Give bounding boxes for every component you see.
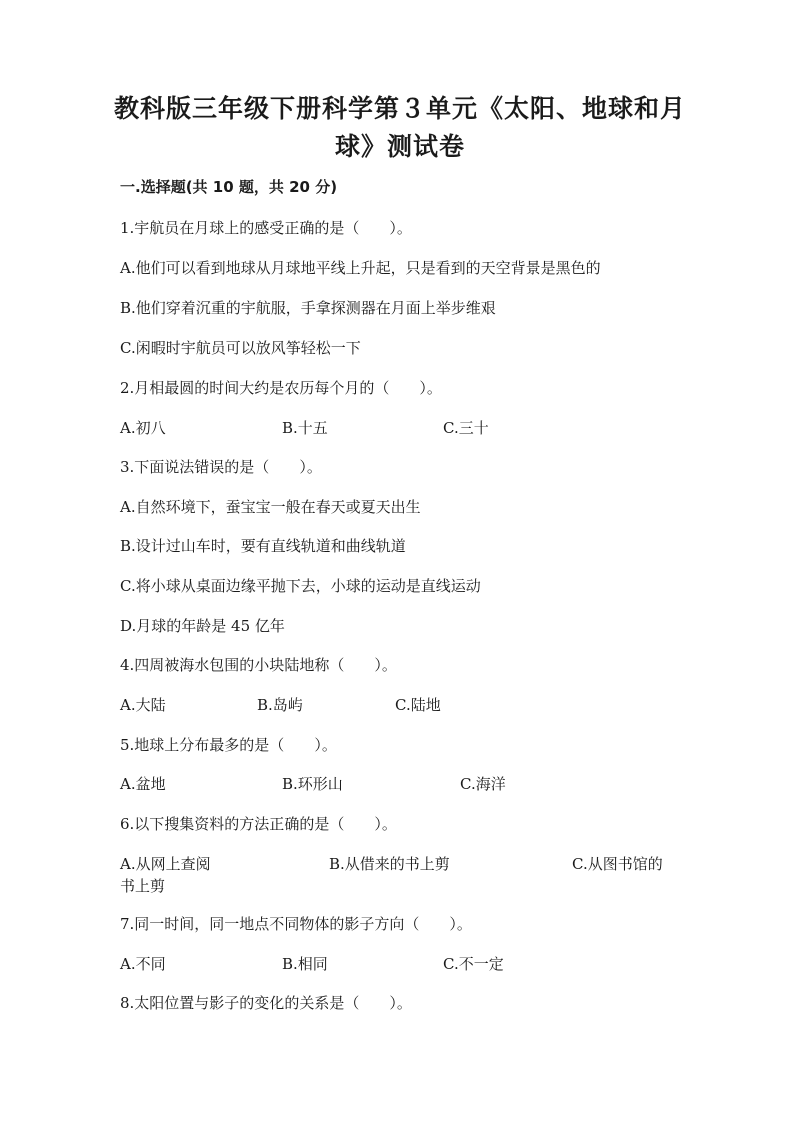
question-6-option-b: B.从借来的书上剪 — [329, 855, 450, 873]
question-5-option-c: C.海洋 — [460, 775, 506, 793]
question-2-option-a: A.初八 — [120, 419, 166, 437]
question-6-option-c-continued: 书上剪 — [120, 877, 166, 895]
question-5-options — [120, 773, 700, 795]
question-6-option-a: A.从网上查阅 — [120, 855, 211, 873]
section-heading: 一.选择题(共 10 题，共 20 分) — [120, 178, 338, 196]
question-4-option-b: B.岛屿 — [257, 696, 303, 714]
question-4-option-c: C.陆地 — [395, 696, 441, 714]
question-4-options — [120, 694, 700, 716]
question-4-stem: 4.四周被海水包围的小块陆地称（ ）。 — [120, 656, 397, 674]
question-3-option-c: C.将小球从桌面边缘平抛下去，小球的运动是直线运动 — [120, 577, 481, 595]
question-2-options — [120, 417, 700, 439]
question-3-stem: 3.下面说法错误的是（ ）。 — [120, 458, 322, 476]
question-7-options — [120, 953, 700, 975]
question-3-option-b: B.设计过山车时，要有直线轨道和曲线轨道 — [120, 537, 406, 555]
question-7-option-c: C.不一定 — [443, 955, 504, 973]
question-4-option-a: A.大陆 — [120, 696, 166, 714]
question-1-stem: 1.宇航员在月球上的感受正确的是（ ）。 — [120, 219, 412, 237]
question-7-option-b: B.相同 — [282, 955, 328, 973]
question-2-option-b: B.十五 — [282, 419, 328, 437]
question-1-option-b: B.他们穿着沉重的宇航服，手拿探测器在月面上举步维艰 — [120, 299, 496, 317]
question-7-stem: 7.同一时间，同一地点不同物体的影子方向（ ）。 — [120, 915, 472, 933]
question-2-stem: 2.月相最圆的时间大约是农历每个月的（ ）。 — [120, 379, 442, 397]
question-7-option-a: A.不同 — [120, 955, 166, 973]
question-6-option-c: C.从图书馆的 — [572, 855, 663, 873]
question-5-option-a: A.盆地 — [120, 775, 166, 793]
question-5-option-b: B.环形山 — [282, 775, 343, 793]
question-5-stem: 5.地球上分布最多的是（ ）。 — [120, 736, 337, 754]
page-title — [110, 90, 690, 166]
question-3-option-a: A.自然环境下，蚕宝宝一般在春天或夏天出生 — [120, 498, 421, 516]
question-2-option-c: C.三十 — [443, 419, 489, 437]
title-line-2: 球》测试卷 — [334, 132, 465, 161]
question-1-option-a: A.他们可以看到地球从月球地平线上升起，只是看到的天空背景是黑色的 — [120, 259, 601, 277]
question-1-option-c: C.闲暇时宇航员可以放风筝轻松一下 — [120, 339, 361, 357]
question-8-stem: 8.太阳位置与影子的变化的关系是（ ）。 — [120, 994, 412, 1012]
title-line-1: 教科版三年级下册科学第３单元《太阳、地球和月 — [113, 94, 686, 123]
question-6-stem: 6.以下搜集资料的方法正确的是（ ）。 — [120, 815, 397, 833]
question-6-options — [120, 853, 680, 897]
question-3-option-d: D.月球的年龄是 45 亿年 — [120, 617, 285, 635]
